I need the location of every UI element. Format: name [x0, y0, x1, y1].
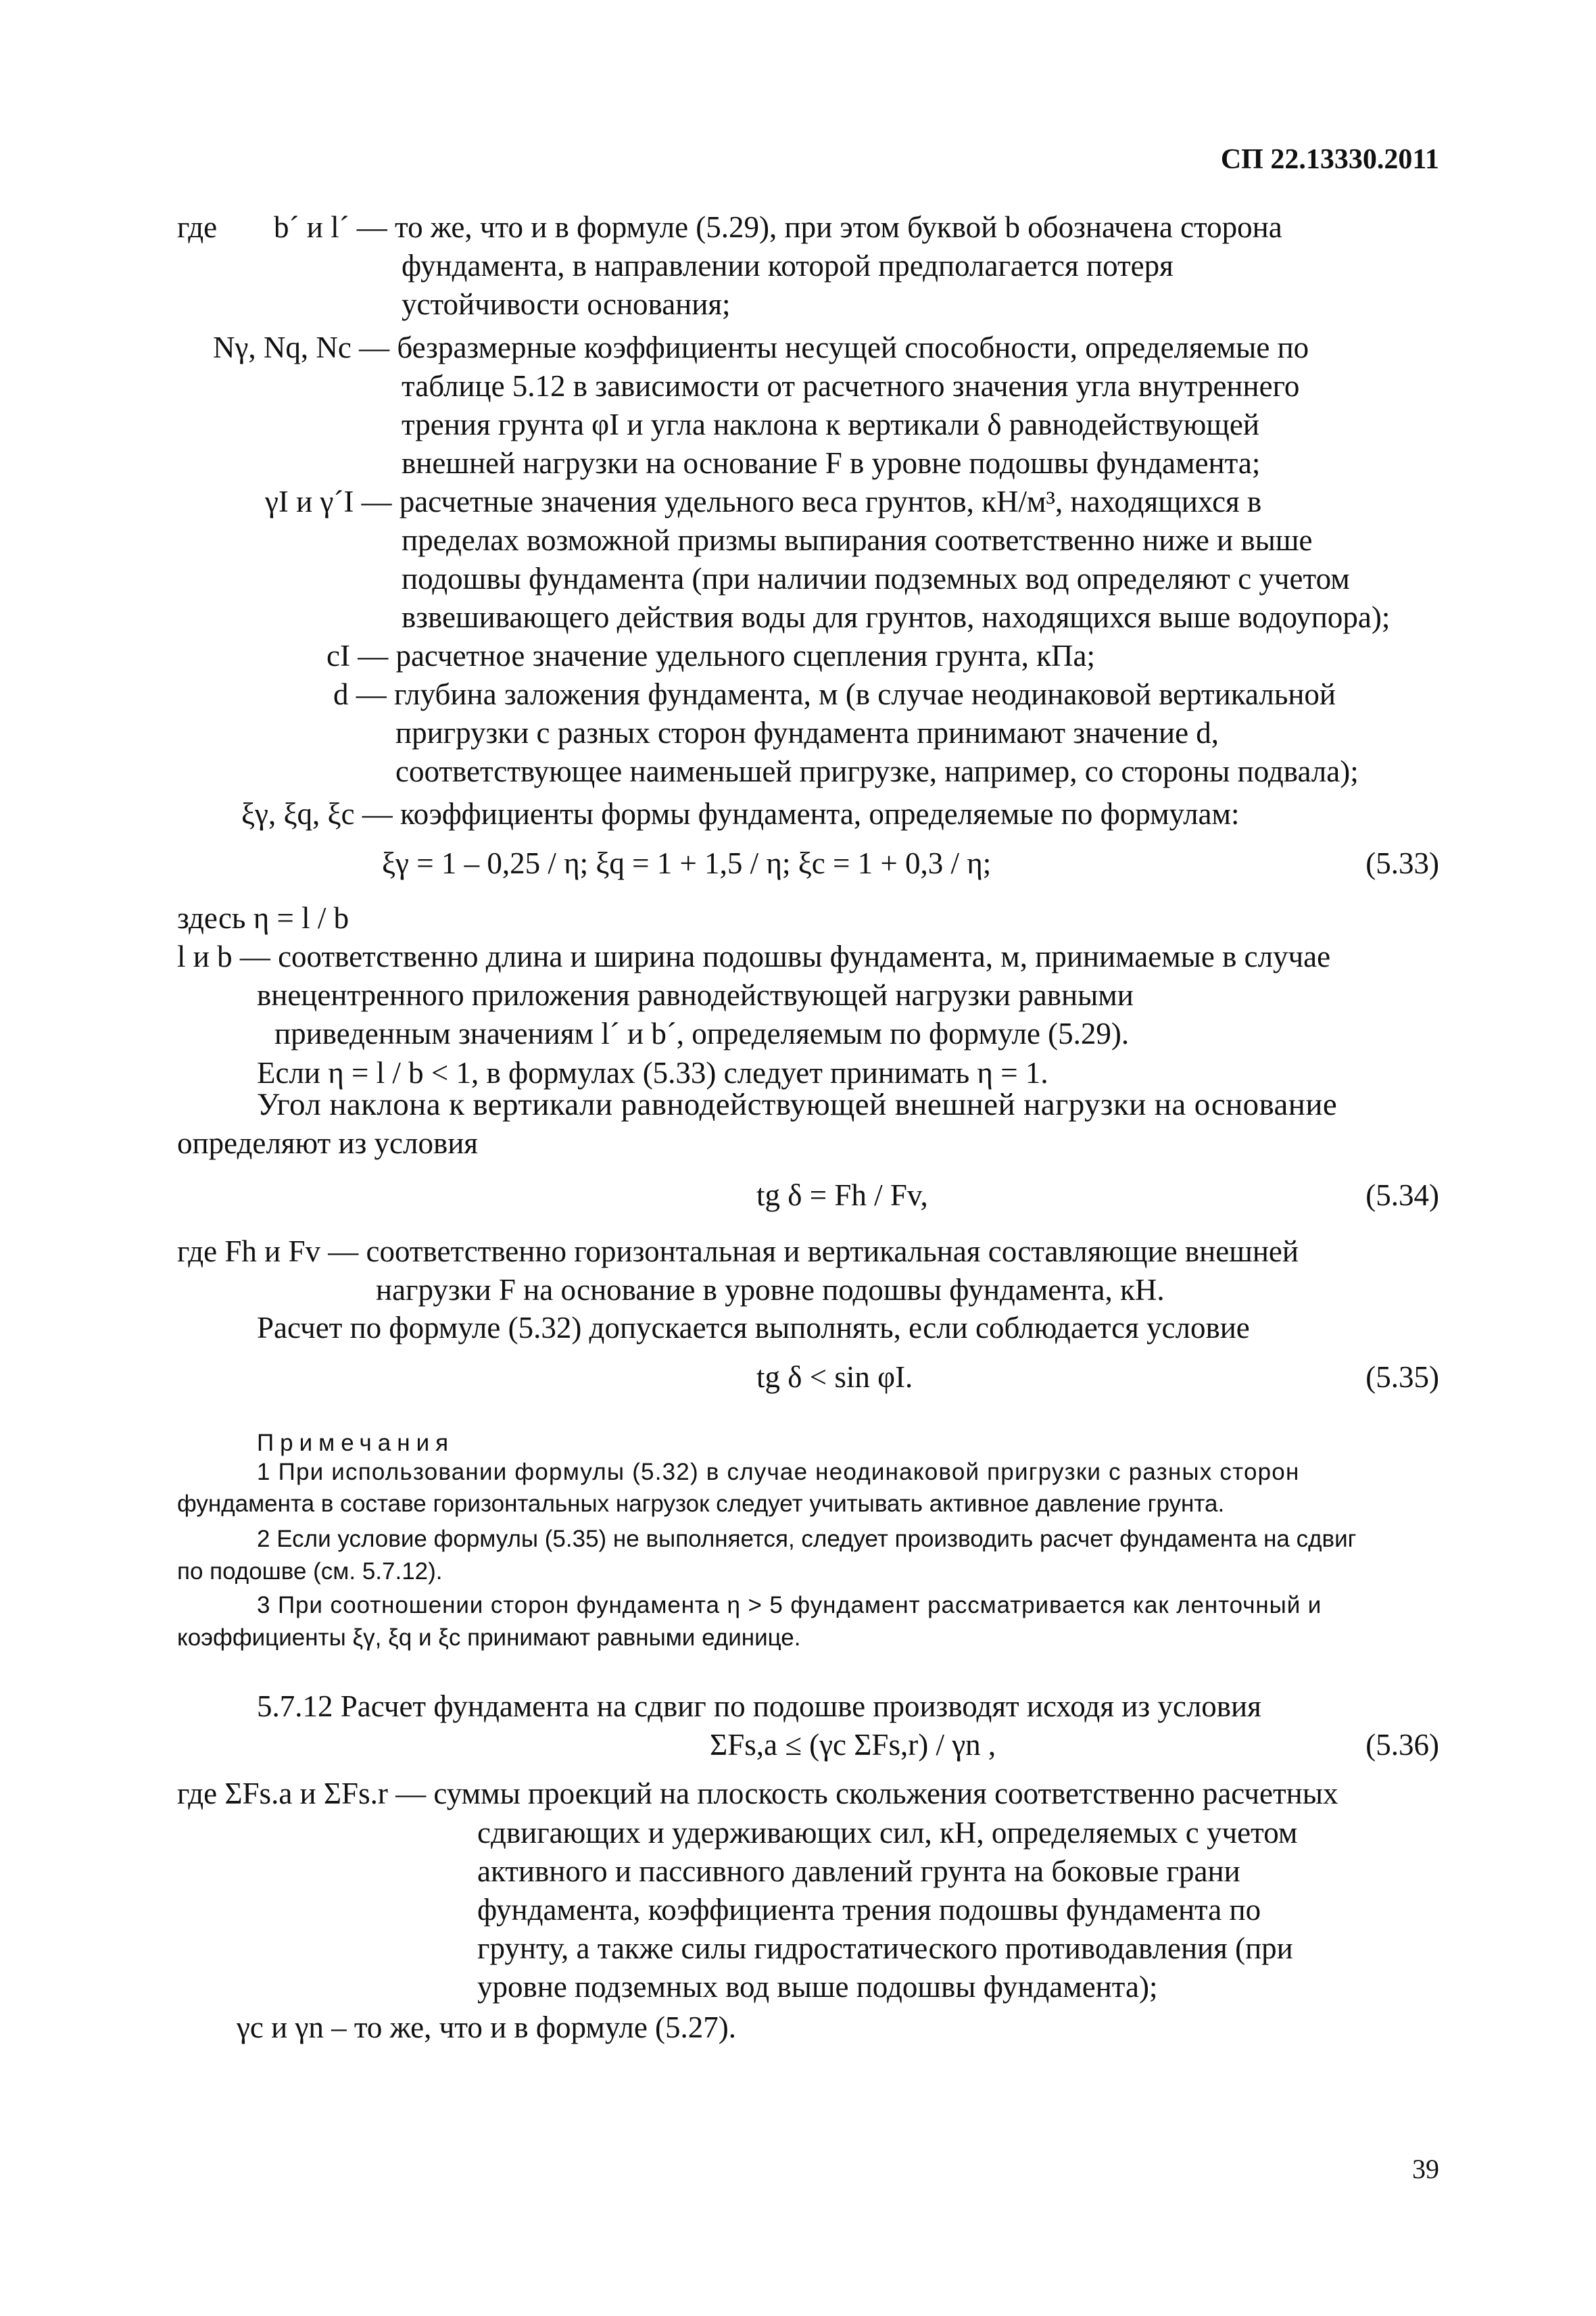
definition-line: соответствующее наименьшей пригрузке, например, со стороны подвала);: [395, 754, 1359, 788]
definition-line: b´ и l´ — то же, что и в формуле (5.29), при этом буквой b обозначена сторона: [274, 210, 1282, 244]
body-line: l и b — соответственно длина и ширина подошвы фундамента, м, принимаемые в случае: [177, 940, 1331, 973]
definition-line: активного и пассивного давлений грунта на боковые грани: [477, 1854, 1240, 1888]
definition-line: грунту, а также силы гидростатического противодавления (при: [477, 1931, 1293, 1965]
document-id: СП 22.13330.2011: [1220, 144, 1439, 175]
formula-5-34: tg δ = Fh / Fv,: [756, 1178, 928, 1212]
body-line: определяют из условия: [177, 1126, 478, 1160]
definition-line: где ΣFs.a и ΣFs.r — суммы проекций на плоскость скольжения соответственно расчетных: [177, 1777, 1338, 1810]
definition-line: пригрузки с разных сторон фундамента принимают значение d,: [395, 716, 1219, 750]
definition-line: подошвы фундамента (при наличии подземных вод определяют с учетом: [402, 562, 1350, 596]
note-line: по подошве (см. 5.7.12).: [177, 1558, 443, 1585]
body-line: приведенным значениям l´ и b´, определяемым по формуле (5.29).: [274, 1017, 1130, 1051]
definition-line: трения грунта φI и угла наклона к вертикали δ равнодействующей: [402, 408, 1259, 441]
body-line: где Fh и Fv — соответственно горизонтальная и вертикальная составляющие внешней: [177, 1234, 1299, 1268]
definition-line: фундамента, в направлении которой предполагается потеря: [402, 249, 1174, 283]
note-line: коэффициенты ξγ, ξq и ξc принимают равными единице.: [177, 1624, 801, 1651]
body-line: здесь η = l / b: [177, 901, 349, 935]
formula-number: (5.34): [1365, 1178, 1439, 1212]
formula-5-33: ξγ = 1 – 0,25 / η; ξq = 1 + 1,5 / η; ξc = 1 + 0,3 / η;: [382, 846, 992, 880]
note-line: 2 Если условие формулы (5.35) не выполняется, следует производить расчет фундамента на сдвиг: [257, 1526, 1357, 1552]
definition-line: ξγ, ξq, ξc — коэффициенты формы фундамента, определяемые по формулам:: [241, 797, 1240, 831]
body-line: Расчет по формуле (5.32) допускается выполнять, если соблюдается условие: [257, 1311, 1250, 1345]
definition-line: d — глубина заложения фундамента, м (в случае неодинаковой вертикальной: [333, 677, 1336, 711]
definition-line: γI и γ´I — расчетные значения удельного веса грунтов, кН/м³, находящихся в: [265, 485, 1262, 518]
definition-line: таблице 5.12 в зависимости от расчетного значения угла внутреннего: [402, 369, 1300, 403]
definition-line: пределах возможной призмы выпирания соответственно ниже и выше: [402, 523, 1313, 557]
definition-line: сдвигающих и удерживающих сил, кН, определяемых с учетом: [477, 1816, 1298, 1850]
note-line: фундамента в составе горизонтальных нагрузок следует учитывать активное давление грунта.: [177, 1491, 1225, 1517]
formula-number: (5.36): [1365, 1728, 1439, 1762]
body-line: Угол наклона к вертикали равнодействующей внешней нагрузки на основание: [257, 1087, 1338, 1122]
formula-5-35: tg δ < sin φI.: [756, 1360, 913, 1394]
definition-line: уровне подземных вод выше подошвы фундамента);: [477, 1970, 1158, 2004]
definition-line: γc и γn – то же, что и в формуле (5.27).: [237, 2010, 737, 2044]
section-5-7-12: 5.7.12 Расчет фундамента на сдвиг по подошве производят исходя из условия: [257, 1689, 1261, 1723]
body-line: внецентренного приложения равнодействующей нагрузки равными: [257, 978, 1134, 1012]
body-line: нагрузки F на основание в уровне подошвы фундамента, кН.: [376, 1273, 1165, 1307]
definition-line: Nγ, Nq, Nc — безразмерные коэффициенты несущей способности, определяемые по: [213, 331, 1309, 364]
note-line: 3 При соотношении сторон фундамента η > 5 фундамент рассматривается как ленточный и: [257, 1592, 1322, 1618]
formula-5-36: ΣFs,a ≤ (γc ΣFs,r) / γn ,: [710, 1728, 996, 1762]
body-line: Если η = l / b < 1, в формулах (5.33) следует принимать η = 1.: [257, 1056, 1048, 1090]
notes-heading: Примечания: [257, 1430, 455, 1456]
definition-line: взвешивающего действия воды для грунтов, находящихся выше водоупора);: [402, 600, 1391, 634]
definition-line: cI — расчетное значение удельного сцепления грунта, кПа;: [327, 639, 1095, 673]
definition-line: фундамента, коэффициента трения подошвы фундамента по: [477, 1893, 1261, 1927]
formula-number: (5.35): [1365, 1360, 1439, 1394]
definition-line: устойчивости основания;: [402, 287, 731, 321]
formula-number: (5.33): [1365, 846, 1439, 880]
definition-line: где: [177, 210, 218, 244]
note-line: 1 При использовании формулы (5.32) в случае неодинаковой пригрузки с разных сторон: [257, 1459, 1300, 1485]
page-number: 39: [1412, 2154, 1439, 2184]
definition-line: внешней нагрузки на основание F в уровне подошвы фундамента;: [402, 446, 1261, 480]
